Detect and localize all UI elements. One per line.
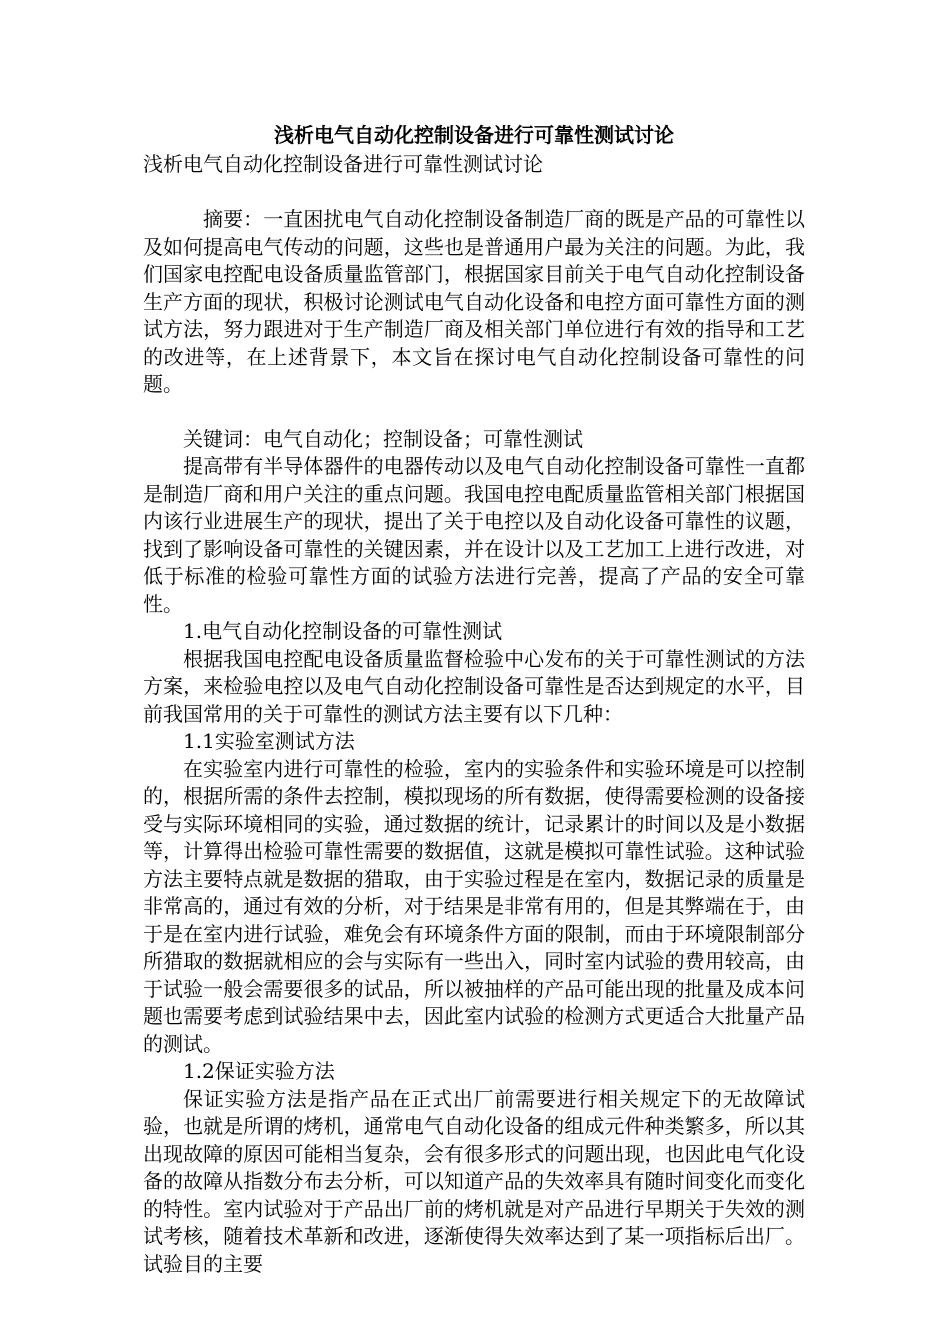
section-1-heading: 1.电气自动化控制设备的可靠性测试	[183, 619, 503, 643]
section-1-1-paragraph: 在实验室内进行可靠性的检验，室内的实验条件和实验环境是可以控制的，根据所需的条件去控制，模拟现场的所有数据，使得需要检测的设备接受与实际环境相同的实验，通过数据的统计，记录累计的时间以及是小数据等，计算得出检验可靠性需要的数据值，这就是模拟可靠性试验。这种试验方法主要特点就是数据的猎取，由于实验过程是在室内，数据记录的质量是非常高的，通过有效的分析，对于结果是非常有用的，但是其弊端在于，由于是在室内进行试验，难免会有环境条件方面的限制，而由于环境限制部分所猎取的数据就相应的会与实际有一些出入，同时室内试验的费用较高，由于试验一般会需要很多的试品，所以被抽样的产品可能出现的批量及成本问题也需要考虑到试验结果中去，因此室内试验的检测方式更适合大批量产品的测试。	[143, 756, 805, 1056]
abstract-paragraph: 摘要：一直困扰电气自动化控制设备制造厂商的既是产品的可靠性以及如何提高电气传动的问题，这些也是普通用户最为关注的问题。为此，我们国家电控配电设备质量监管部门，根据国家目前关于电气自动化控制设备生产方面的现状，积极讨论测试电气自动化设备和电控方面可靠性方面的测试方法，努力跟进对于生产制造厂商及相关部门单位进行有效的指导和工艺的改进等，在上述背景下，本文旨在探讨电气自动化控制设备可靠性的问题。	[143, 207, 805, 396]
document-page	[143, 120, 805, 1278]
keywords-line: 关键词：电气自动化；控制设备；可靠性测试	[183, 426, 583, 451]
section-1-1-heading: 1.1实验室测试方法	[183, 729, 355, 753]
section-1-2-paragraph: 保证实验方法是指产品在正式出厂前需要进行相关规定下的无故障试验，也就是所谓的烤机，通常电气自动化设备的组成元件种类繁多，所以其出现故障的原因可能相当复杂，会有很多形式的问题出现，也因此电气化设备的故障从指数分布去分析，可以知道产品的失效率具有随时间变化而变化的特性。室内试验对于产品出厂前的烤机就是对产品进行早期关于失效的测试考核，随着技术革新和改进，逐渐使得失效率达到了某一项指标后出厂。试验目的主要	[143, 1086, 805, 1276]
document-title: 浅析电气自动化控制设备进行可靠性测试讨论	[274, 123, 674, 147]
section-1-paragraph: 根据我国电控配电设备质量监督检验中心发布的关于可靠性测试的方法方案，来检验电控以及电气自动化控制设备可靠性是否达到规定的水平，目前我国常用的关于可靠性的测试方法主要有以下几种：	[143, 646, 805, 726]
section-1-2-heading: 1.2保证实验方法	[183, 1059, 335, 1083]
document-subtitle: 浅析电气自动化控制设备进行可靠性测试讨论	[143, 152, 543, 176]
intro-paragraph: 提高带有半导体器件的电器传动以及电气自动化控制设备可靠性一直都是制造厂商和用户关注的重点问题。我国电控电配质量监管相关部门根据国内该行业进展生产的现状，提出了关于电控以及自动化设备可靠性的议题，找到了影响设备可靠性的关键因素，并在设计以及工艺加工上进行改进，对低于标准的检验可靠性方面的试验方法进行完善，提高了产品的安全可靠性。	[143, 454, 805, 616]
